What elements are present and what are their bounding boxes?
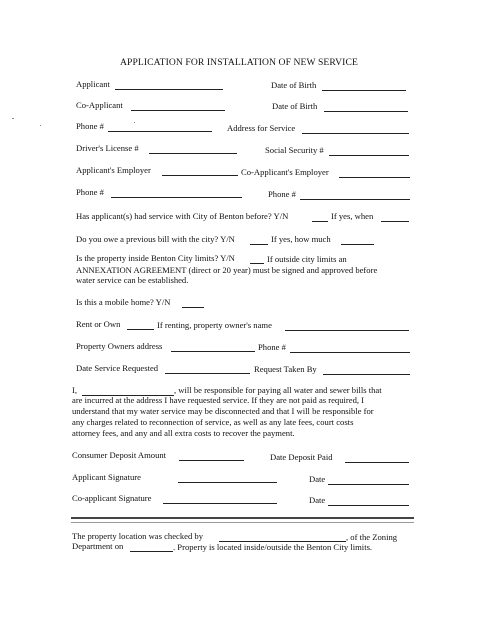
scan-speck [12,118,14,119]
city-limits-yn-field[interactable] [250,263,264,264]
address-for-service-field[interactable] [302,133,409,134]
annexation-text: ANNEXATION AGREEMENT (direct or 20 year) must be signed and approved before [76,265,378,275]
city-limits-question: Is the property inside Benton City limits? Y/N [76,253,235,263]
date-deposit-paid-field[interactable] [345,462,409,463]
date-of-birth-label: Date of Birth [271,80,317,90]
date-of-birth-field[interactable] [322,90,406,91]
co-applicants-employer-label: Co-Applicant's Employer [241,167,329,177]
date-service-requested-label: Date Service Requested [76,363,159,373]
drivers-license-label: Driver's License # [76,143,139,153]
water-service-text: water service can be established. [76,275,189,285]
applicants-employer-label: Applicant's Employer [76,165,151,175]
address-for-service-label: Address for Service [227,123,296,133]
agreement-line-2: are incurred at the address I have requested service. If they are not paid as required, I [72,395,365,405]
applicant-signature-field[interactable] [178,482,277,483]
scan-speck [40,125,41,126]
footer-location-text: . Property is located inside/outside the Benton City limits. [173,542,373,552]
co-employer-phone-field[interactable] [300,199,410,200]
previous-bill-yn-field[interactable] [250,244,268,245]
scan-speck [134,122,135,123]
agreement-line-1: , will be responsible for paying all water and sewer bills that [174,385,382,395]
form-title: APPLICATION FOR INSTALLATION OF NEW SERVICE [120,57,358,68]
footer-zoning-text: , of the Zoning [346,532,398,542]
property-owner-name-field[interactable] [285,330,409,331]
footer-checked-by-text: The property location was checked by [72,531,204,541]
agreement-line-5: attorney fees, and any and all extra costs to recover the payment. [72,428,295,438]
applicant-date-label: Date [309,474,326,484]
property-owner-name-label: If renting, property owner's name [157,320,272,330]
consumer-deposit-amount-field[interactable] [179,460,244,461]
co-applicants-employer-field[interactable] [339,177,410,178]
property-owners-address-field[interactable] [171,351,255,352]
department-on-date-field[interactable] [130,551,173,552]
phone-label: Phone # [76,121,104,131]
social-security-label: Social Security # [265,145,324,155]
co-applicant-label: Co-Applicant [76,100,123,110]
request-taken-by-field[interactable] [323,374,410,375]
co-applicant-date-field[interactable] [328,505,409,506]
prior-service-when-label: If yes, when [331,211,374,221]
rent-or-own-field[interactable] [127,329,154,330]
prior-service-question: Has applicant(s) had service with City of Benton before? Y/N [76,211,289,221]
social-security-field[interactable] [329,155,409,156]
prior-service-when-field[interactable] [381,221,409,222]
date-deposit-paid-label: Date Deposit Paid [270,452,333,462]
applicant-label: Applicant [76,79,110,89]
agreement-line-3: understand that my water service may be disconnected and that I will be responsible for [72,406,374,416]
employer-phone-label: Phone # [76,187,104,197]
applicant-field[interactable] [115,89,223,90]
applicant-signature-label: Applicant Signature [72,472,141,482]
agreement-line-4: any charges related to reconnection of service, as well as any late fees, court costs [72,417,354,427]
co-applicant-date-label: Date [309,495,326,505]
co-applicant-field[interactable] [131,110,225,111]
applicants-employer-field[interactable] [162,175,238,176]
prior-service-yn-field[interactable] [312,221,328,222]
rent-or-own-label: Rent or Own [76,319,121,329]
city-limits-outside-text: If outside city limits an [267,254,347,264]
co-applicant-signature-field[interactable] [163,503,277,504]
consumer-deposit-amount-label: Consumer Deposit Amount [72,450,167,460]
owner-phone-field[interactable] [290,352,410,353]
co-applicant-date-of-birth-field[interactable] [324,111,408,112]
section-divider-thin [71,522,414,523]
previous-bill-question: Do you owe a previous bill with the city? Y/N [76,234,235,244]
section-divider [71,517,414,519]
co-applicant-date-of-birth-label: Date of Birth [272,101,318,111]
mobile-home-question: Is this a mobile home? Y/N [76,297,171,307]
owner-phone-label: Phone # [258,342,286,352]
request-taken-by-label: Request Taken By [254,364,317,374]
previous-bill-how-much-label: If yes, how much [271,234,331,244]
footer-department-on-text: Department on [72,541,124,551]
property-owners-address-label: Property Owners address [76,341,163,351]
co-applicant-signature-label: Co-applicant Signature [72,493,152,503]
agreement-i: I, [72,385,78,395]
drivers-license-field[interactable] [149,153,237,154]
applicant-date-field[interactable] [328,484,409,485]
mobile-home-yn-field[interactable] [182,307,204,308]
date-service-requested-field[interactable] [165,373,250,374]
previous-bill-how-much-field[interactable] [341,244,374,245]
phone-field[interactable] [108,131,212,132]
co-employer-phone-label: Phone # [268,189,296,199]
employer-phone-field[interactable] [111,197,242,198]
